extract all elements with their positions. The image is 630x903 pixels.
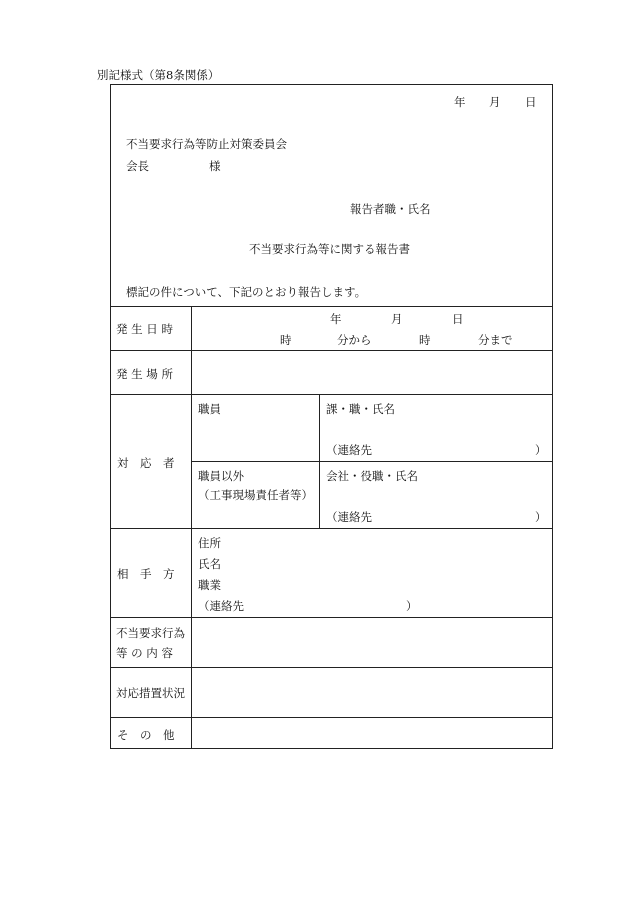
divider-content bbox=[110, 667, 553, 668]
divider-datetime bbox=[110, 350, 553, 351]
responder-staff-contact-close: ） bbox=[535, 443, 547, 457]
addressee-organization: 不当要求行為等防止対策委員会 bbox=[126, 137, 287, 151]
responder-staff-contact: （連絡先 bbox=[326, 443, 372, 457]
occurrence-hour-from: 時 bbox=[280, 333, 292, 347]
occurrence-place-label: 発 生 場 所 bbox=[116, 367, 173, 381]
label-column-divider bbox=[191, 306, 192, 749]
responder-label: 対 応 者 bbox=[117, 456, 175, 470]
responder-nonstaff-sub: （工事現場責任者等） bbox=[198, 488, 313, 502]
responder-nonstaff-name-label: 会社・役職・氏名 bbox=[326, 469, 418, 483]
addressee-honorific: 様 bbox=[209, 159, 221, 173]
divider-counterpart bbox=[110, 617, 553, 618]
reporter-label: 報告者職・氏名 bbox=[350, 202, 431, 216]
responder-staff-label: 職員 bbox=[198, 402, 221, 416]
occurrence-hour-to: 時 bbox=[419, 333, 431, 347]
occurrence-minute-from: 分から bbox=[337, 333, 372, 347]
counterpart-name: 氏名 bbox=[198, 557, 221, 571]
responder-nonstaff-contact: （連絡先 bbox=[326, 510, 372, 524]
counterpart-address: 住所 bbox=[198, 536, 221, 550]
occurrence-month: 月 bbox=[391, 312, 403, 326]
divider-responder bbox=[110, 528, 553, 529]
content-label-line2: 等 の 内 容 bbox=[116, 646, 173, 660]
counterpart-contact-close: ） bbox=[406, 599, 418, 613]
occurrence-year: 年 bbox=[330, 312, 342, 326]
divider-place bbox=[110, 394, 553, 395]
counterpart-occupation: 職業 bbox=[198, 578, 221, 592]
responder-nonstaff-contact-close: ） bbox=[535, 510, 547, 524]
header-month: 月 bbox=[489, 95, 501, 109]
measures-label: 対応措置状況 bbox=[116, 686, 185, 700]
report-intro: 標記の件について、下記のとおり報告します。 bbox=[126, 285, 367, 299]
report-title: 不当要求行為等に関する報告書 bbox=[249, 242, 410, 256]
addressee-chair: 会長 bbox=[126, 159, 149, 173]
divider-header bbox=[110, 306, 553, 307]
occurrence-day: 日 bbox=[452, 312, 464, 326]
other-label: そ の 他 bbox=[117, 728, 175, 742]
form-label: 別記様式（第8条関係） bbox=[97, 68, 220, 82]
content-label-line1: 不当要求行為 bbox=[116, 626, 185, 640]
header-year: 年 bbox=[454, 95, 466, 109]
header-day: 日 bbox=[525, 95, 537, 109]
occurrence-datetime-label: 発 生 日 時 bbox=[116, 322, 173, 336]
divider-measures bbox=[110, 717, 553, 718]
counterpart-label: 相 手 方 bbox=[117, 567, 175, 581]
responder-column-divider bbox=[319, 394, 320, 528]
divider-responder-inner bbox=[191, 461, 553, 462]
occurrence-minute-to: 分まで bbox=[478, 333, 513, 347]
responder-staff-name-label: 課・職・氏名 bbox=[326, 402, 395, 416]
counterpart-contact: （連絡先 bbox=[198, 599, 244, 613]
responder-nonstaff-label: 職員以外 bbox=[198, 469, 244, 483]
